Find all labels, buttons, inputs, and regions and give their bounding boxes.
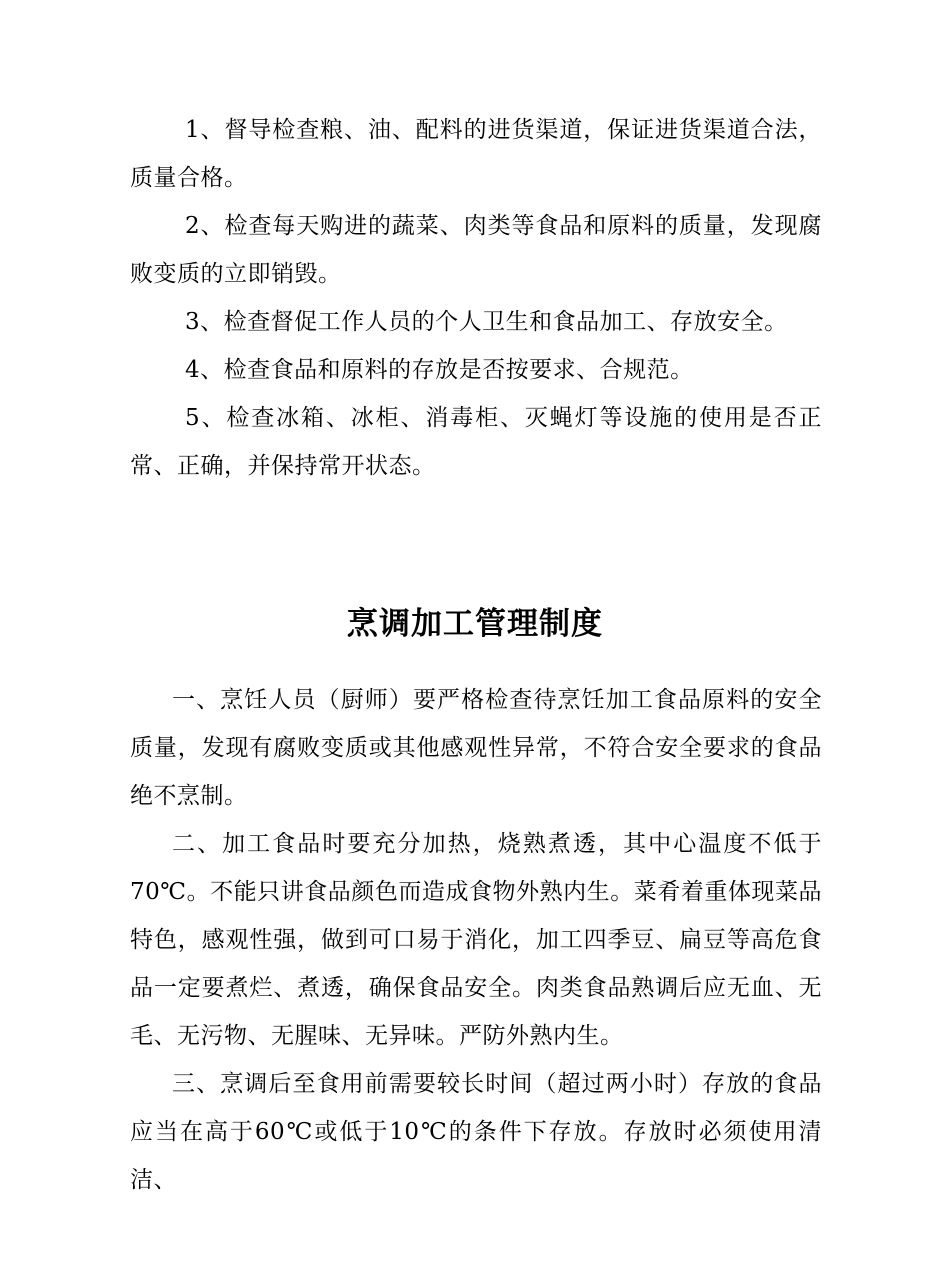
list-item: 5、检查冰箱、冰柜、消毒柜、灭蝇灯等设施的使用是否正常、正确，并保持常开状态。 <box>130 405 822 479</box>
rule-paragraph: 一、烹饪人员（厨师）要严格检查待烹饪加工食品原料的安全质量，发现有腐败变质或其他感观性异常，不符合安全要求的食品绝不烹制。 <box>130 687 822 809</box>
list-item: 3、检查督促工作人员的个人卫生和食品加工、存放安全。 <box>185 309 788 335</box>
cooking-rules <box>130 676 822 1204</box>
list-item: 1、督导检查粮、油、配料的进货渠道，保证进货渠道合法，质量合格。 <box>130 117 822 191</box>
section-title: 烹调加工管理制度 <box>347 605 603 642</box>
list-item: 2、检查每天购进的蔬菜、肉类等食品和原料的质量，发现腐败变质的立即销毁。 <box>130 213 822 287</box>
inspection-list <box>130 106 822 490</box>
rule-paragraph: 二、加工食品时要充分加热，烧熟煮透，其中心温度不低于70℃。不能只讲食品颜色而造成食物外熟内生。菜肴着重体现菜品特色，感观性强，做到可口易于消化，加工四季豆、扁豆等高危食品一定要煮烂、煮透，确保食品安全。肉类食品熟调后应无血、无毛、无污物、无腥味、无异味。严防外熟内生。 <box>130 831 822 1049</box>
list-item: 4、检查食品和原料的存放是否按要求、合规范。 <box>185 357 694 383</box>
rule-paragraph: 三、烹调后至食用前需要较长时间（超过两小时）存放的食品应当在高于60℃或低于10℃的条件下存放。存放时必须使用清洁、 <box>130 1071 822 1193</box>
